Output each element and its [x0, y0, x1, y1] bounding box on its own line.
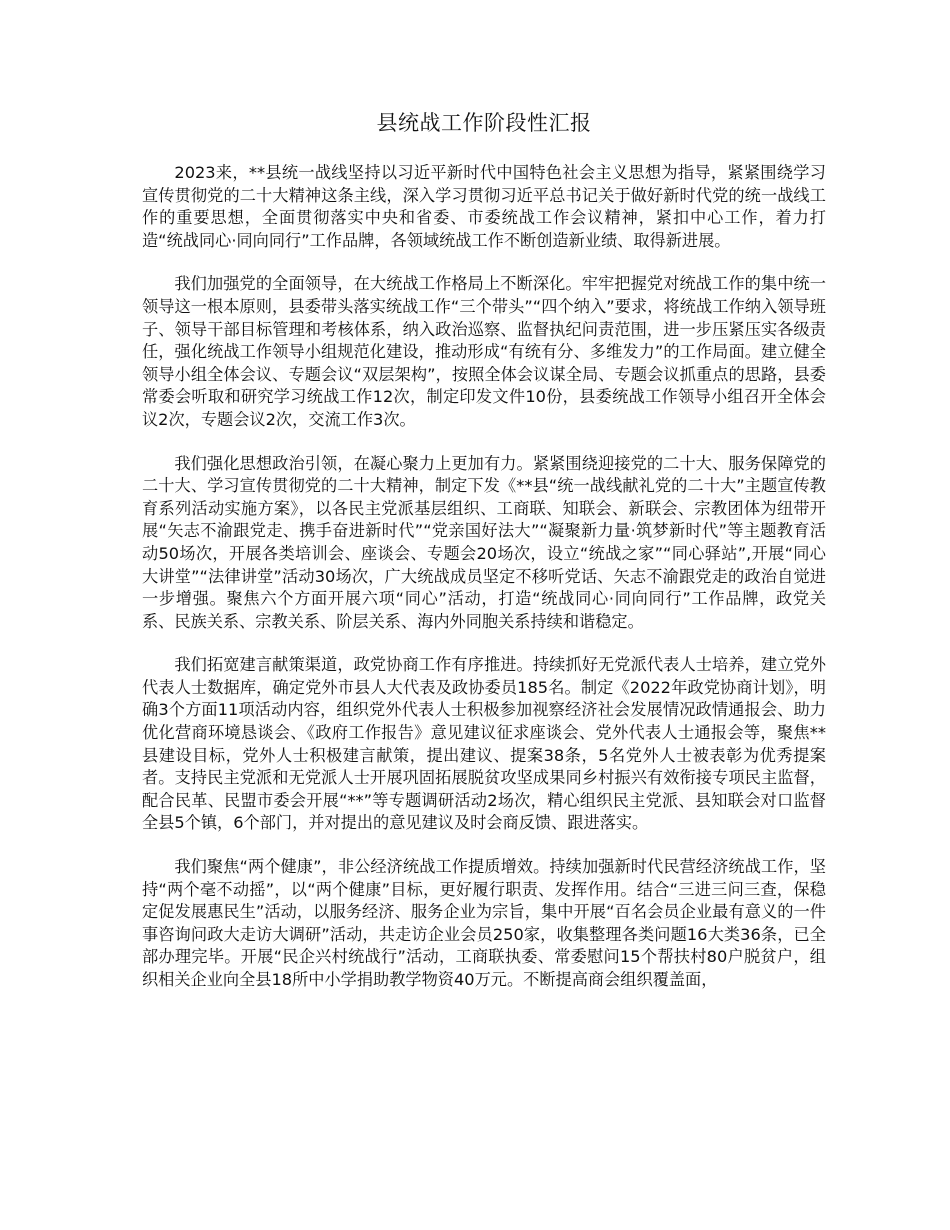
- paragraph-leadership: 我们加强党的全面领导，在大统战工作格局上不断深化。牢牢把握党对统战工作的集中统一领导这一根本原则，县委带头落实统战工作“三个带头”“四个纳入”要求，将统战工作纳入领导班子、领导干部目标管理和考核体系，纳入政治巡察、监督执纪问责范围，进一步压紧压实各级责任，强化统战工作领导小组规范化建设，推动形成“有统有分、多维发力”的工作局面。建立健全领导小组全体会议、专题会议“双层架构”，按照全体会议谋全局、专题会议抓重点的思路，县委常委会听取和研究学习统战工作12次，制定印发文件10份，县委统战工作领导小组召开全体会议2次，专题会议2次，交流工作3次。: [142, 274, 826, 429]
- paragraph-ideology: 我们强化思想政治引领，在凝心聚力上更加有力。紧紧围绕迎接党的二十大、服务保障党的二十大、学习宣传贯彻党的二十大精神，制定下发《**县“统一战线献礼党的二十大”主题宣传教育系列活动实施方案》，以各民主党派基层组织、工商联、知联会、新联会、宗教团体为纽带开展“矢志不渝跟党走、携手奋进新时代”“党亲国好法大”“凝聚新力量·筑梦新时代”等主题教育活动50场次，开展各类培训会、座谈会、专题会20场次，设立“统战之家”“同心驿站”,开展“同心大讲堂”“法律讲堂”活动30场次，广大统战成员坚定不移听党话、矢志不渝跟党走的政治自觉进一步增强。聚焦六个方面开展六项“同心”活动，打造“统战同心·同向同行”工作品牌，政党关系、民族关系、宗教关系、阶层关系、海内外同胞关系持续和谐稳定。: [142, 453, 826, 631]
- paragraph-private-economy: 我们聚焦“两个健康”，非公经济统战工作提质增效。持续加强新时代民营经济统战工作，坚持“两个毫不动摇”，以“两个健康”目标，更好履行职责、发挥作用。结合“三进三问三查，保稳定促发展惠民生”活动，以服务经济、服务企业为宗旨，集中开展“百名会员企业最有意义的一件事咨询问政大走访大调研”活动，共走访企业会员250家，收集整理各类问题16大类36条，已全部办理完毕。开展“民企兴村统战行”活动，工商联执委、常委慰问15个帮扶村80户脱贫户，组织相关企业向全县18所中小学捐助教学物资40万元。不断提高商会组织覆盖面，: [142, 857, 826, 989]
- paragraph-intro: 2023来，**县统一战线坚持以习近平新时代中国特色社会主义思想为指导，紧紧围绕学习宣传贯彻党的二十大精神这条主线，深入学习贯彻习近平总书记关于做好新时代党的统一战线工作的重要思想，全面贯彻落实中央和省委、市委统战工作会议精神，紧扣中心工作，着力打造“统战同心·同向同行”工作品牌，各领域统战工作不断创造新业绩、取得新进展。: [142, 163, 826, 250]
- paragraph-consultation: 我们拓宽建言献策渠道，政党协商工作有序推进。持续抓好无党派代表人士培养，建立党外代表人士数据库，确定党外市县人大代表及政协委员185名。制定《2022年政党协商计划》，明确3个方面11项活动内容，组织党外代表人士积极参加视察经济社会发展情况政情通报会、助力优化营商环境恳谈会、《政府工作报告》意见建议征求座谈会、党外代表人士通报会等，聚焦**县建设目标，党外人士积极建言献策，提出建议、提案38条，5名党外人士被表彰为优秀提案者。支持民主党派和无党派人士开展巩固拓展脱贫攻坚成果同乡村振兴有效衔接专项民主监督，配合民革、民盟市委会开展“**”等专题调研活动2场次，精心组织民主党派、县知联会对口监督全县5个镇，6个部门，并对提出的意见建议及时会商反馈、跟进落实。: [142, 655, 826, 833]
- document-page: [142, 108, 826, 1013]
- document-title: 县统战工作阶段性汇报: [376, 111, 592, 135]
